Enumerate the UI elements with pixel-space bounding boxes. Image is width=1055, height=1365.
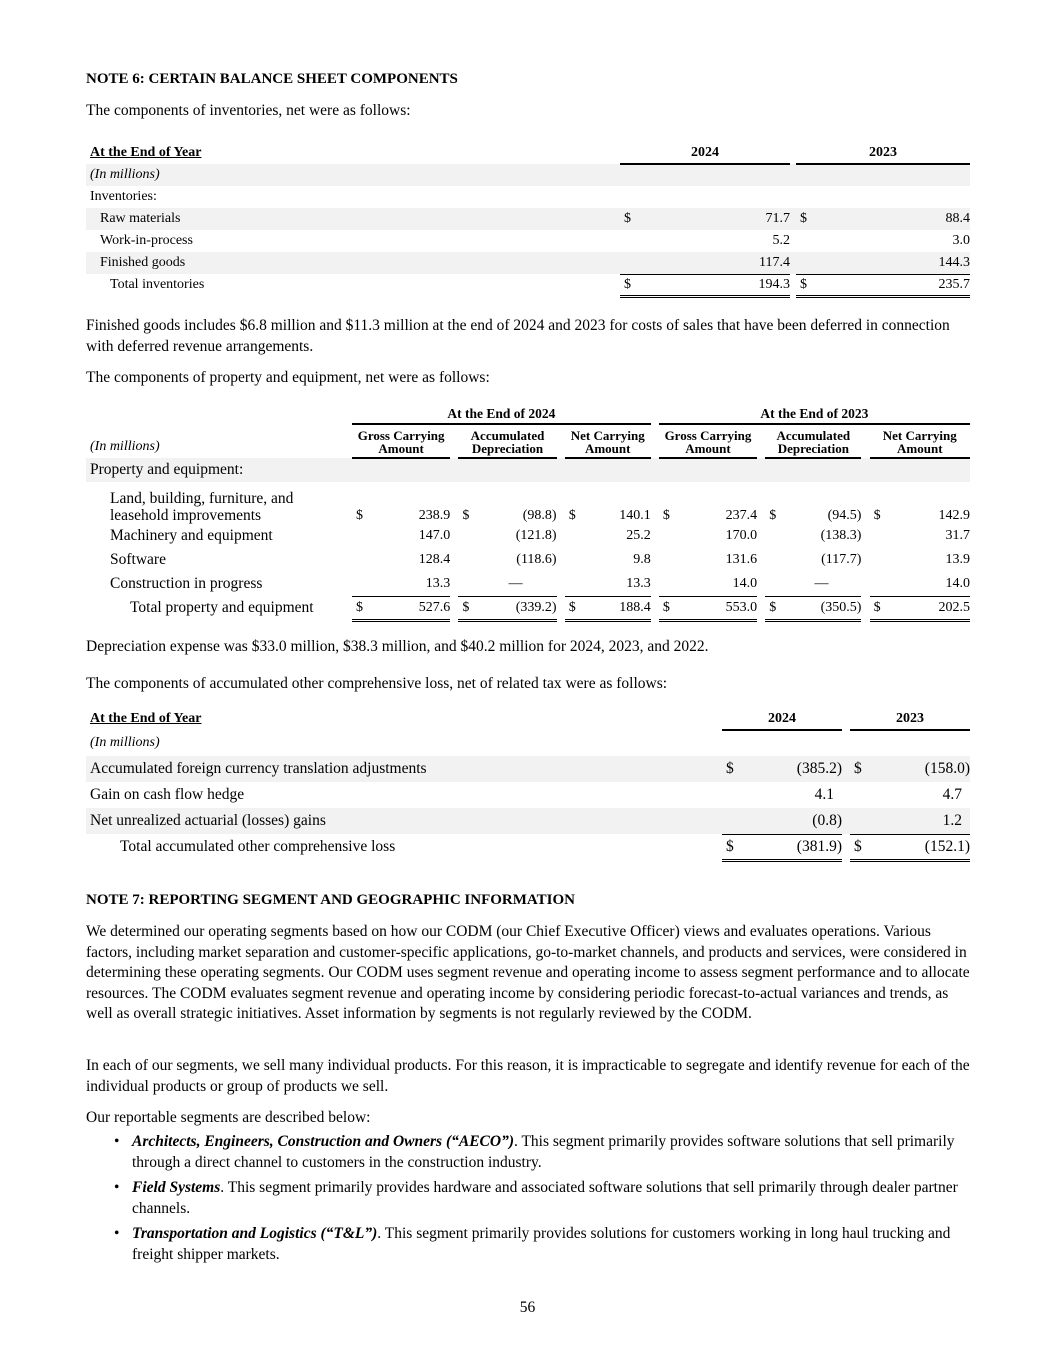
- value-2024: 5.2: [772, 233, 790, 248]
- currency-symbol: $: [458, 596, 474, 620]
- currency-symbol: $: [352, 596, 368, 620]
- table-row: [86, 782, 970, 808]
- value-2024: (0.8): [742, 808, 842, 834]
- gross-2023: 131.6: [725, 552, 758, 567]
- segment-title: Architects, Engineers, Construction and Owners (“AECO”): [132, 1133, 514, 1150]
- aoci-col-2023: 2023: [850, 708, 970, 730]
- ppe-section-label: Property and equipment:: [90, 461, 244, 478]
- bullet-icon: •: [114, 1133, 120, 1150]
- accum-2024: (98.8): [522, 508, 557, 523]
- currency-symbol: $: [356, 508, 364, 523]
- ppe-col-gross-2023: Gross Carrying Amount: [659, 424, 757, 458]
- inv-section-label: Inventories:: [90, 189, 157, 204]
- value-2023: 235.7: [816, 274, 970, 296]
- segment-description: . This segment primarily provides hardware and associated software solutions that sell primarily through dealer partner channels.: [132, 1179, 958, 1217]
- value-2024: 71.7: [765, 211, 790, 226]
- table-row: [86, 572, 970, 596]
- table-row: [86, 230, 970, 252]
- currency-symbol: $: [620, 274, 640, 296]
- finished-goods-note: Finished goods includes $6.8 million and $11.3 million at the end of 2024 and 2023 for costs of sales that have been deferred in connection with deferred revenue arrangements.: [86, 317, 950, 355]
- currency-symbol: $: [659, 596, 675, 620]
- inv-col-2024: 2024: [620, 142, 790, 164]
- value-2023: (152.1): [870, 834, 970, 860]
- row-label: Construction in progress: [110, 575, 263, 592]
- inv-header-label: At the End of Year: [90, 145, 202, 160]
- net-2023: 31.7: [945, 528, 970, 543]
- row-label: Total inventories: [110, 277, 205, 292]
- currency-symbol: $: [765, 596, 781, 620]
- row-label: Machinery and equipment: [110, 527, 273, 544]
- ppe-col-gross-2024: Gross Carrying Amount: [352, 424, 450, 458]
- currency-symbol: $: [850, 834, 870, 860]
- net-2024: 25.2: [626, 528, 651, 543]
- accum-2024: (121.8): [515, 528, 557, 543]
- row-label: Gain on cash flow hedge: [90, 786, 245, 803]
- currency-symbol: $: [726, 760, 734, 777]
- note7-para2: In each of our segments, we sell many individual products. For this reason, it is impracticable to segregate and identify revenue for each of the individual products or group of products we sell.: [86, 1057, 970, 1095]
- gross-2024: 13.3: [368, 572, 450, 596]
- ppe-col-accum-2024: Accumulated Depreciation: [458, 424, 556, 458]
- value-2024: 4.1: [814, 786, 834, 803]
- currency-symbol: $: [873, 508, 881, 523]
- currency-symbol: $: [662, 508, 670, 523]
- depreciation-note: Depreciation expense was $33.0 million, $38.3 million, and $40.2 million for 2024, 2023, and 2022.: [86, 638, 709, 655]
- table-row-total: [86, 596, 970, 620]
- row-label: Total accumulated other comprehensive loss: [120, 838, 396, 855]
- bullet-icon: •: [114, 1225, 120, 1242]
- net-2024: 9.8: [633, 552, 651, 567]
- net-2024: 13.3: [581, 572, 651, 596]
- accum-2023: (117.7): [821, 552, 862, 567]
- gross-2023: 553.0: [675, 596, 757, 620]
- ppe-group-2024: At the End of 2024: [352, 404, 651, 424]
- ppe-table: [86, 404, 970, 622]
- ppe-intro: The components of property and equipment, net were as follows:: [86, 369, 490, 386]
- value-2024: (385.2): [796, 760, 842, 777]
- value-2023: 144.3: [816, 252, 970, 274]
- accum-2024: (118.6): [516, 552, 557, 567]
- gross-2024: 238.9: [418, 508, 451, 523]
- net-2023: 202.5: [886, 596, 970, 620]
- ppe-col-net-2023: Net Carrying Amount: [870, 424, 970, 458]
- net-2023: 13.9: [945, 552, 970, 567]
- currency-symbol: $: [462, 508, 470, 523]
- table-row: [86, 482, 970, 524]
- table-row-total: [86, 274, 970, 296]
- currency-symbol: $: [624, 211, 631, 226]
- note7-para3: Our reportable segments are described below:: [86, 1109, 371, 1126]
- net-2024: 188.4: [581, 596, 651, 620]
- table-row-total: [86, 834, 970, 860]
- table-row: [86, 252, 970, 274]
- value-2023: (158.0): [924, 760, 970, 777]
- list-item: [114, 1132, 970, 1173]
- page-number: 56: [519, 1299, 536, 1316]
- segment-list: [114, 1132, 970, 1270]
- ppe-group-2023: At the End of 2023: [659, 404, 970, 424]
- table-row: [86, 524, 970, 548]
- aoci-units: (In millions): [90, 735, 160, 750]
- row-label: Accumulated foreign currency translation adjustments: [90, 760, 427, 777]
- accum-2023: (350.5): [782, 596, 862, 620]
- gross-2023: 170.0: [725, 528, 758, 543]
- aoci-intro: The components of accumulated other comprehensive loss, net of related tax were as follows:: [86, 675, 668, 692]
- accum-2024: (339.2): [475, 596, 557, 620]
- list-item: [114, 1224, 970, 1265]
- inv-units: (In millions): [90, 167, 160, 182]
- aoci-col-2024: 2024: [722, 708, 842, 730]
- value-2023: 88.4: [945, 211, 970, 226]
- aoci-table: [86, 708, 970, 862]
- value-2023: 1.2: [870, 808, 970, 834]
- row-label: Work-in-process: [100, 233, 193, 248]
- table-row: [86, 208, 970, 230]
- row-label: Finished goods: [100, 255, 186, 270]
- currency-symbol: $: [722, 834, 742, 860]
- gross-2023: 14.0: [675, 572, 757, 596]
- table-row: [86, 808, 970, 834]
- aoci-header-label: At the End of Year: [90, 711, 202, 726]
- inventories-intro: The components of inventories, net were as follows:: [86, 102, 411, 119]
- inv-col-2023: 2023: [796, 142, 970, 164]
- gross-2024: 128.4: [418, 552, 451, 567]
- value-2023: 4.7: [942, 786, 962, 803]
- gross-2023: 237.4: [725, 508, 758, 523]
- accum-2023: (94.5): [827, 508, 862, 523]
- note6-heading: NOTE 6: CERTAIN BALANCE SHEET COMPONENTS: [86, 71, 458, 87]
- value-2023: 3.0: [952, 233, 970, 248]
- currency-symbol: $: [854, 760, 862, 777]
- net-2023: 14.0: [886, 572, 970, 596]
- inventories-table: [86, 142, 970, 298]
- list-item: [114, 1178, 970, 1219]
- currency-symbol: $: [568, 508, 576, 523]
- currency-symbol: $: [870, 596, 886, 620]
- row-label: Software: [110, 551, 166, 568]
- note7-para1: We determined our operating segments based on how our CODM (our Chief Executive Officer) views and evaluates operations. Various factors, including market separation and customer-specific applications, go-to-market channels, and products and services, were considered in determining these operating segments. Our CODM uses segment revenue and operating income to assess segment performance and to allocate resources. The CODM evaluates segment revenue and operating income by considering periodic forecast-to-actual variances and trends, as well as overall strategic initiatives. Asset information by segments is not regularly reviewed by the CODM.: [86, 923, 970, 1022]
- gross-2024: 147.0: [418, 528, 451, 543]
- value-2024: 117.4: [640, 252, 790, 274]
- gross-2024: 527.6: [368, 596, 450, 620]
- accum-2023: (138.3): [820, 528, 862, 543]
- currency-symbol: $: [769, 508, 777, 523]
- value-2024: (381.9): [742, 834, 842, 860]
- segment-title: Transportation and Logistics (“T&L”): [132, 1225, 378, 1242]
- net-2023: 142.9: [938, 508, 970, 523]
- row-label: Net unrealized actuarial (losses) gains: [90, 812, 326, 829]
- table-row: [86, 548, 970, 572]
- currency-symbol: $: [800, 211, 807, 226]
- segment-description: . This segment primarily provides solutions for customers working in long haul trucking and freight shipper markets.: [132, 1225, 951, 1263]
- accum-2023: —: [782, 572, 862, 596]
- accum-2024: —: [475, 572, 557, 596]
- currency-symbol: $: [565, 596, 581, 620]
- row-label: Raw materials: [100, 211, 181, 226]
- row-label: Total property and equipment: [130, 599, 314, 616]
- table-row: [86, 756, 970, 782]
- row-label: Land, building, furniture, and leasehold improvements: [110, 490, 294, 524]
- ppe-units: (In millions): [90, 439, 160, 454]
- segment-description: . This segment primarily provides software solutions that sell primarily through a direct channel to customers in the construction industry.: [132, 1133, 955, 1171]
- value-2024: 194.3: [640, 274, 790, 296]
- ppe-col-net-2024: Net Carrying Amount: [565, 424, 651, 458]
- net-2024: 140.1: [619, 508, 651, 523]
- currency-symbol: $: [796, 274, 816, 296]
- bullet-icon: •: [114, 1179, 120, 1196]
- ppe-col-accum-2023: Accumulated Depreciation: [765, 424, 861, 458]
- note7-heading: NOTE 7: REPORTING SEGMENT AND GEOGRAPHIC INFORMATION: [86, 892, 575, 908]
- segment-title: Field Systems: [132, 1179, 221, 1196]
